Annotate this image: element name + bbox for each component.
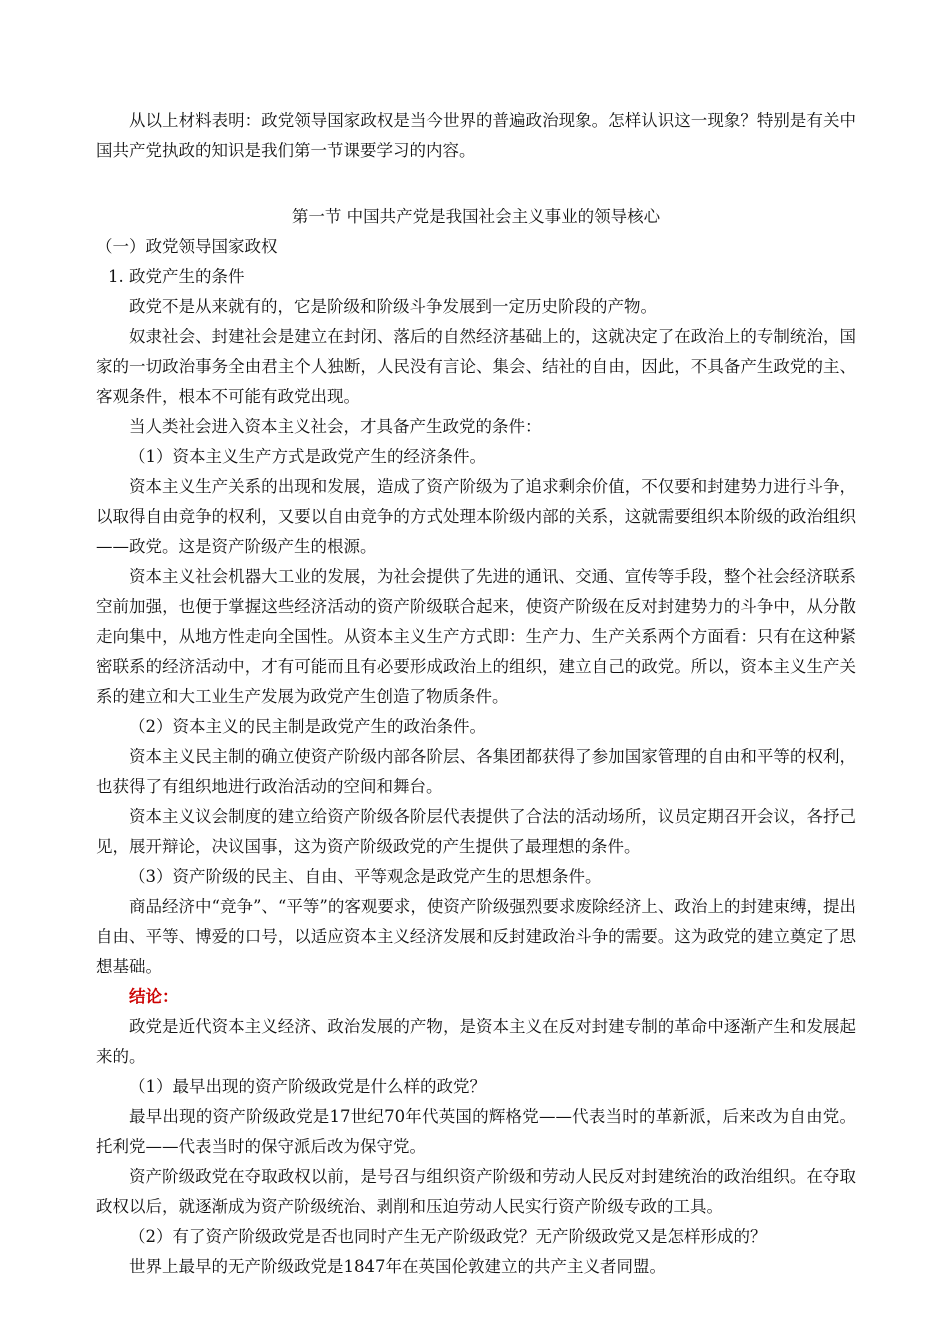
paragraph: 资本主义社会机器大工业的发展，为社会提供了先进的通讯、交通、宣传等手段，整个社会经济联系空前加强，也便于掌握这些经济活动的资产阶级联合起来，使资产阶级在反对封建势力的斗争中，从分散走向集中，从地方性走向全国性。从资本主义生产方式即：生产力、生产关系两个方面看：只有在这种紧密联系的经济活动中，才有可能而且有必要形成政治上的组织，建立自己的政党。所以，资本主义生产关系的建立和大工业生产发展为政党产生创造了物质条件。 bbox=[96, 567, 856, 706]
paragraph: 资本主义民主制的确立使资产阶级内部各阶层、各集团都获得了参加国家管理的自由和平等的权利，也获得了有组织地进行政治活动的空间和舞台。 bbox=[96, 747, 856, 796]
paragraph: 最早出现的资产阶级政党是17世纪70年代英国的辉格党——代表当时的革新派，后来改为自由党。托利党——代表当时的保守派后改为保守党。 bbox=[96, 1107, 856, 1156]
subheading: （2）有了资产阶级政党是否也同时产生无产阶级政党？无产阶级政党又是怎样形成的？ bbox=[129, 1227, 767, 1246]
conclusion-label: 结论： bbox=[129, 987, 179, 1006]
paragraph: 资本主义生产关系的出现和发展，造成了资产阶级为了追求剩余价值，不仅要和封建势力进行斗争，以取得自由竞争的权利，又要以自由竞争的方式处理本阶级内部的关系，这就需要组织本阶级的政治组织——政党。这是资产阶级产生的根源。 bbox=[96, 477, 856, 556]
intro-paragraph: 从以上材料表明：政党领导国家政权是当今世界的普遍政治现象。怎样认识这一现象？特别是有关中国共产党执政的知识是我们第一节课要学习的内容。 bbox=[96, 111, 856, 160]
document-page bbox=[96, 106, 856, 1282]
paragraph: 世界上最早的无产阶级政党是1847年在英国伦敦建立的共产主义者同盟。 bbox=[129, 1257, 666, 1276]
paragraph: 资本主义议会制度的建立给资产阶级各阶层代表提供了合法的活动场所，议员定期召开会议，各抒己见，展开辩论，决议国事，这为资产阶级政党的产生提供了最理想的条件。 bbox=[96, 807, 856, 856]
subheading: （1）资本主义生产方式是政党产生的经济条件。 bbox=[129, 447, 486, 466]
subheading: （3）资产阶级的民主、自由、平等观念是政党产生的思想条件。 bbox=[129, 867, 602, 886]
section-title: 第一节 中国共产党是我国社会主义事业的领导核心 bbox=[291, 207, 661, 226]
paragraph: 政党是近代资本主义经济、政治发展的产物，是资本主义在反对封建专制的革命中逐渐产生和发展起来的。 bbox=[96, 1017, 856, 1066]
subheading: （1）最早出现的资产阶级政党是什么样的政党？ bbox=[129, 1077, 486, 1096]
heading-level-2: 1. 政党产生的条件 bbox=[108, 267, 245, 286]
paragraph: 政党不是从来就有的，它是阶级和阶级斗争发展到一定历史阶段的产物。 bbox=[129, 297, 657, 316]
paragraph: 商品经济中“竞争”、“平等”的客观要求，使资产阶级强烈要求废除经济上、政治上的封建束缚，提出自由、平等、博爱的口号，以适应资本主义经济发展和反封建政治斗争的需要。这为政党的建立奠定了思想基础。 bbox=[96, 897, 856, 976]
subheading: （2）资本主义的民主制是政党产生的政治条件。 bbox=[129, 717, 486, 736]
paragraph: 奴隶社会、封建社会是建立在封闭、落后的自然经济基础上的，这就决定了在政治上的专制统治，国家的一切政治事务全由君主个人独断，人民没有言论、集会、结社的自由，因此，不具备产生政党的主、客观条件，根本不可能有政党出现。 bbox=[96, 327, 856, 406]
paragraph: 当人类社会进入资本主义社会，才具备产生政党的条件： bbox=[129, 417, 542, 436]
paragraph: 资产阶级政党在夺取政权以前，是号召与组织资产阶级和劳动人民反对封建统治的政治组织。在夺取政权以后，就逐渐成为资产阶级统治、剥削和压迫劳动人民实行资产阶级专政的工具。 bbox=[96, 1167, 856, 1216]
heading-level-1: （一）政党领导国家政权 bbox=[96, 237, 278, 256]
